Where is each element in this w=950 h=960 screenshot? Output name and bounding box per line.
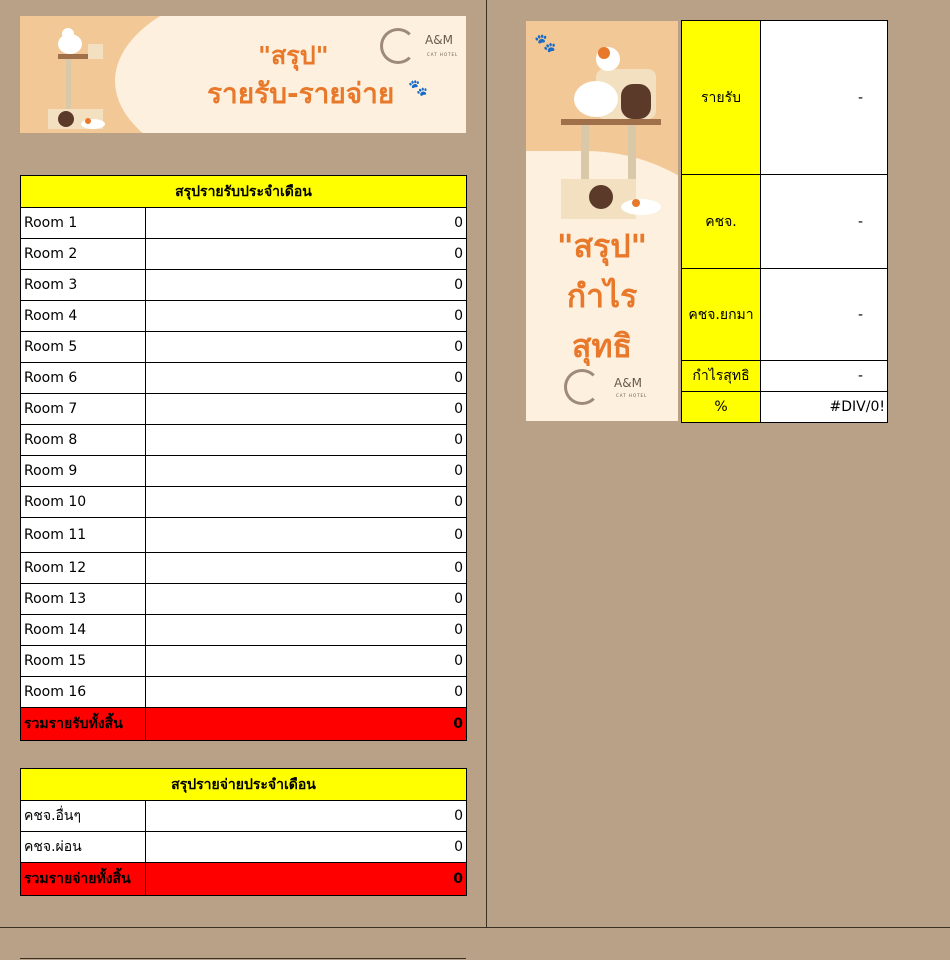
summary-value[interactable]: - — [761, 175, 888, 269]
income-row-value[interactable]: 0 — [146, 425, 467, 456]
summary-value[interactable]: - — [761, 21, 888, 175]
income-row-label: Room 12 — [21, 553, 146, 584]
income-row-label: Room 16 — [21, 677, 146, 708]
income-row-label: Room 11 — [21, 518, 146, 553]
income-table — [20, 175, 467, 741]
expense-row-value[interactable]: 0 — [146, 801, 467, 832]
expense-table-header: สรุปรายจ่ายประจำเดือน — [21, 769, 467, 801]
summary-label: % — [682, 392, 761, 423]
row-divider — [0, 927, 950, 928]
income-row — [21, 208, 467, 239]
income-row-label: Room 14 — [21, 615, 146, 646]
logo-text: A&M — [425, 33, 453, 47]
income-row-value[interactable]: 0 — [146, 646, 467, 677]
income-row-value[interactable]: 0 — [146, 615, 467, 646]
expense-table — [20, 768, 467, 896]
income-row-label: Room 2 — [21, 239, 146, 270]
row-divider-bottom — [20, 958, 466, 959]
summary-value[interactable]: - — [761, 361, 888, 392]
banner-image — [20, 16, 466, 133]
income-row-value[interactable]: 0 — [146, 332, 467, 363]
income-row-label: Room 9 — [21, 456, 146, 487]
income-row-label: Room 10 — [21, 487, 146, 518]
column-divider — [486, 0, 487, 928]
income-row — [21, 615, 467, 646]
income-row-value[interactable]: 0 — [146, 363, 467, 394]
summary-label: คชจ.ยกมา — [682, 269, 761, 361]
income-total-label: รวมรายรับทั้งสิ้น — [21, 708, 146, 741]
summary-value[interactable]: - — [761, 269, 888, 361]
income-row-value[interactable]: 0 — [146, 677, 467, 708]
income-table-header: สรุปรายรับประจำเดือน — [21, 176, 467, 208]
income-row-value[interactable]: 0 — [146, 553, 467, 584]
logo-text: A&M — [614, 376, 642, 390]
logo-subtext: CAT HOTEL — [427, 52, 459, 57]
income-row-value[interactable]: 0 — [146, 301, 467, 332]
logo-moon-icon — [380, 28, 416, 64]
income-row-label: Room 4 — [21, 301, 146, 332]
income-row-label: Room 7 — [21, 394, 146, 425]
expense-total-label: รวมรายจ่ายทั้งสิ้น — [21, 863, 146, 896]
income-row-value[interactable]: 0 — [146, 208, 467, 239]
income-row — [21, 425, 467, 456]
poster-line2: กำไร — [566, 277, 638, 315]
income-row — [21, 487, 467, 518]
income-row — [21, 239, 467, 270]
expense-row-label: คชจ.ผ่อน — [21, 832, 146, 863]
income-row-value[interactable]: 0 — [146, 518, 467, 553]
income-table-body — [21, 208, 467, 708]
income-row-label: Room 15 — [21, 646, 146, 677]
income-row-label: Room 5 — [21, 332, 146, 363]
income-row — [21, 270, 467, 301]
summary-value[interactable]: #DIV/0! — [761, 392, 888, 423]
banner-title-line2: รายรับ-รายจ่าย — [207, 77, 395, 110]
summary-label: กำไรสุทธิ — [682, 361, 761, 392]
expense-row-label: คชจ.อื่นๆ — [21, 801, 146, 832]
paw-icon: 🐾 — [408, 78, 428, 97]
banner-title-line1: "สรุป" — [258, 41, 329, 70]
income-row-value[interactable]: 0 — [146, 584, 467, 615]
income-row — [21, 363, 467, 394]
income-total-value[interactable]: 0 — [146, 708, 467, 741]
income-row — [21, 301, 467, 332]
income-row-label: Room 3 — [21, 270, 146, 301]
income-row-label: Room 6 — [21, 363, 146, 394]
expense-row-value[interactable]: 0 — [146, 832, 467, 863]
income-row-label: Room 1 — [21, 208, 146, 239]
cat-tree-illustration — [38, 24, 118, 129]
income-row — [21, 553, 467, 584]
income-row-label: Room 8 — [21, 425, 146, 456]
summary-table — [681, 20, 888, 423]
income-row — [21, 456, 467, 487]
income-row-value[interactable]: 0 — [146, 270, 467, 301]
poster-line3: สุทธิ — [571, 327, 633, 365]
income-row — [21, 394, 467, 425]
income-row — [21, 332, 467, 363]
poster-image — [526, 21, 678, 421]
logo-subtext: CAT HOTEL — [616, 393, 648, 398]
expense-total-value[interactable]: 0 — [146, 863, 467, 896]
summary-label: คชจ. — [682, 175, 761, 269]
logo-moon-icon — [564, 369, 600, 405]
cat-tree-illustration — [556, 29, 666, 219]
summary-label: รายรับ — [682, 21, 761, 175]
income-row-value[interactable]: 0 — [146, 394, 467, 425]
income-row — [21, 677, 467, 708]
paw-icon: 🐾 — [534, 33, 557, 54]
poster-line1: "สรุป" — [556, 227, 648, 265]
income-row — [21, 646, 467, 677]
income-row — [21, 584, 467, 615]
income-row-value[interactable]: 0 — [146, 239, 467, 270]
income-row — [21, 518, 467, 553]
income-row-value[interactable]: 0 — [146, 487, 467, 518]
income-row-value[interactable]: 0 — [146, 456, 467, 487]
income-row-label: Room 13 — [21, 584, 146, 615]
